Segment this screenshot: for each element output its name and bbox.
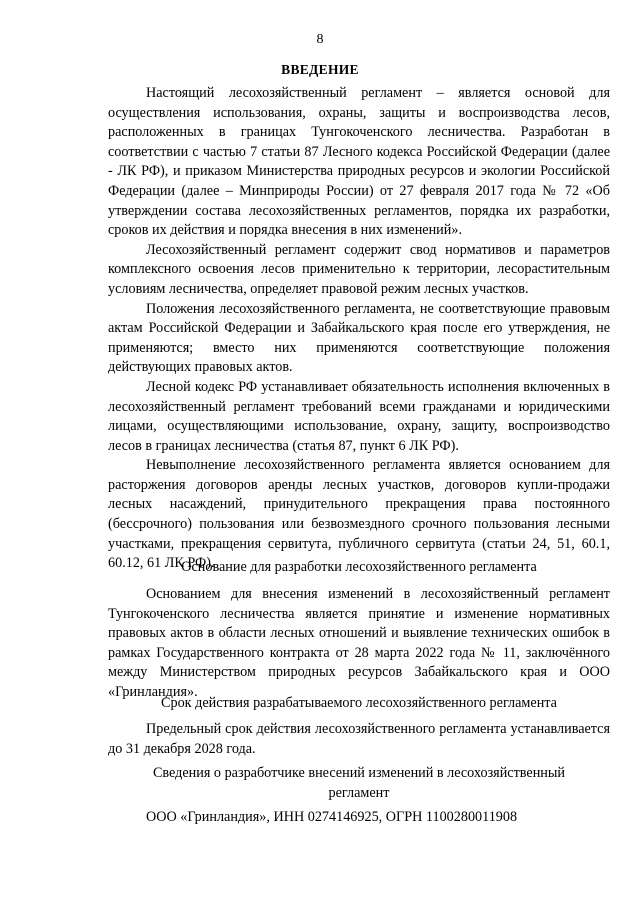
developer-section <box>108 808 610 828</box>
term-heading: Срок действия разрабатываемого лесохозяйственного регламента <box>161 695 557 711</box>
basis-paragraph: Основанием для внесения изменений в лесохозяйственный регламент Тунгокоченского лесничества является принятие и изменение нормативных правовых актов в области лесных отношений и выявление технических ошибок в рамках Государственного контракта от 28 марта 2022 года № 11, заключённого между Министерством природных ресурсов Забайкальского края и ООО «Гринландия». <box>108 586 610 700</box>
basis-heading: Основание для разработки лесохозяйственного регламента <box>181 559 537 575</box>
intro-section <box>108 84 610 574</box>
basis-section <box>108 585 610 703</box>
intro-paragraph-4: Лесной кодекс РФ устанавливает обязательность исполнения включенных в лесохозяйственный регламент требований всеми гражданами и юридическими лицами, осуществляющими использование, охрану, защиту, воспроизводство лесов в границах лесничества (статья 87, пункт 6 ЛК РФ). <box>108 378 610 454</box>
intro-paragraph-5: Невыполнение лесохозяйственного регламента является основанием для расторжения договоров аренды лесных участков, договоров купли-продажи лесных насаждений, принудительного прекращения права постоянного (бессрочного) пользования или безвозмездного срочного пользования лесными участками, прекращения сервитута, публичного сервитута (статьи 24, 51, 60.1, 60.12, 61 ЛК РФ). <box>108 457 610 572</box>
developer-paragraph: ООО «Гринландия», ИНН 0274146925, ОГРН 1100280011908 <box>146 809 518 825</box>
intro-paragraph-1: Настоящий лесохозяйственный регламент – является основой для осуществления использования, охраны, защиты и воспроизводства лесов, расположенных в границах Тунгокоченского лесничества. Разработан в соответствии с частью 7 статьи 87 Лесного кодекса Российской Федерации (далее - ЛК РФ), и приказом Министерства природных ресурсов и экологии Российской Федерации (далее – Минприроды России) от 27 февраля 2017 года № 72 «Об утверждении состава лесохозяйственных регламентов, порядка их разработки, сроков их действия и порядка внесения в них изменений». <box>108 85 610 239</box>
page-title: ВВЕДЕНИЕ <box>281 62 359 77</box>
intro-paragraph-3: Положения лесохозяйственного регламента, не соответствующие правовым актам Российской Федерации и Забайкальского края после его утверждения, не применяются; вместо них применяются соответствующие положения действующих правовых актов. <box>108 300 610 376</box>
term-paragraph: Предельный срок действия лесохозяйственного регламента устанавливается до 31 декабря 2028 года. <box>108 721 610 757</box>
intro-paragraph-2: Лесохозяйственный регламент содержит свод нормативов и параметров комплексного освоения лесов применительно к территории, лесорастительным условиям лесничества, определяет правовой режим лесных участков. <box>108 241 610 297</box>
term-section <box>108 720 610 759</box>
page-number: 8 <box>316 32 324 47</box>
developer-heading: Сведения о разработчике внесений изменений в лесохозяйственный регламент <box>152 765 566 801</box>
